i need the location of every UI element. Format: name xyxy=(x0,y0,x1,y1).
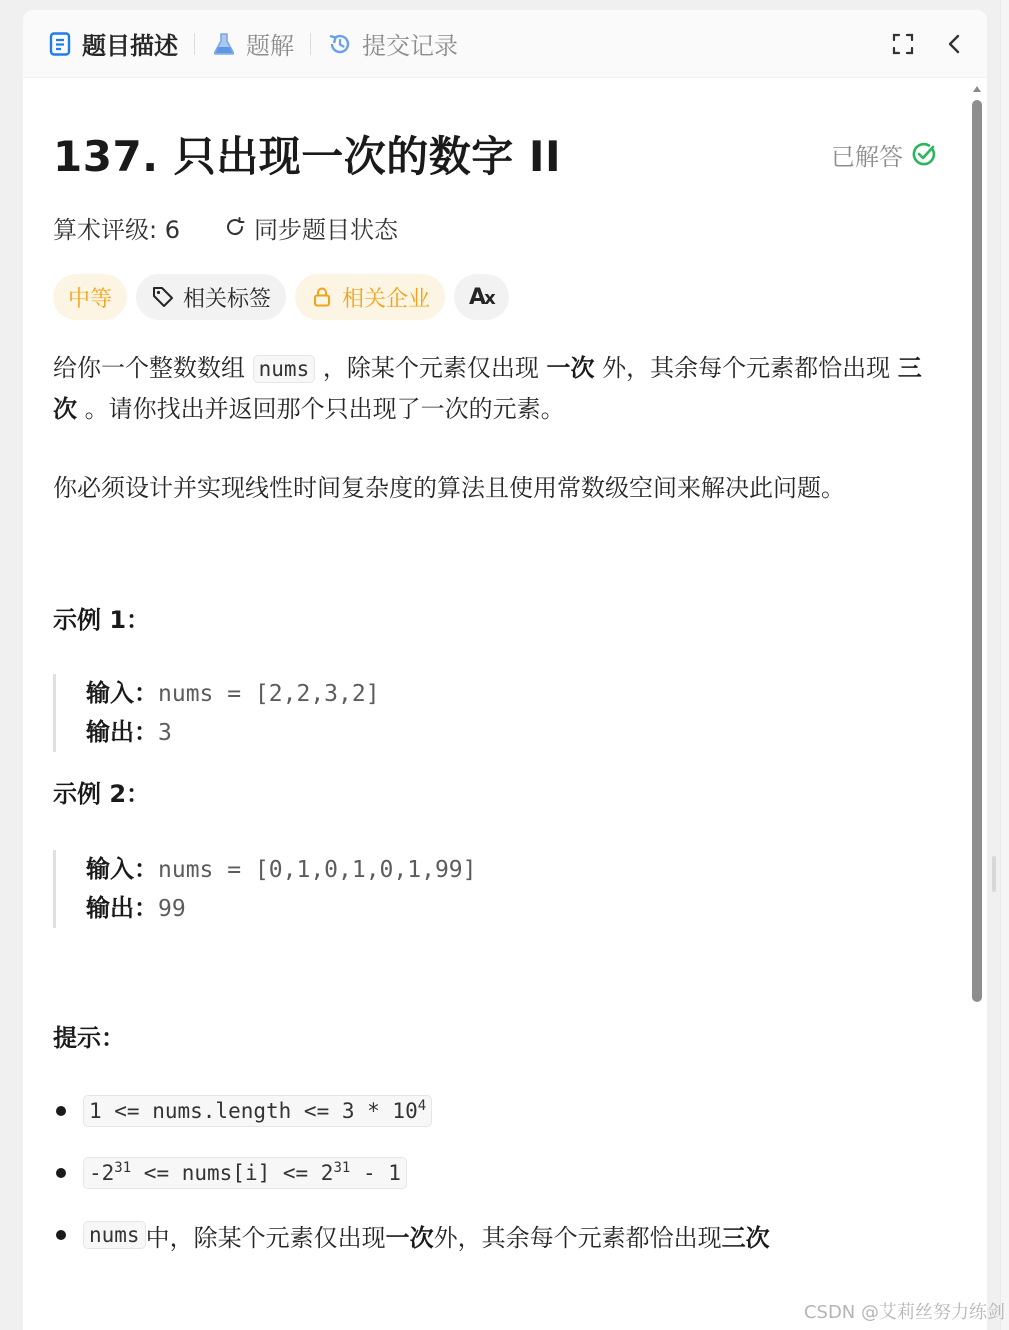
description-paragraph-1 xyxy=(53,348,939,429)
output-label: 输出： xyxy=(86,894,158,922)
problem-panel xyxy=(23,10,987,1330)
example-1-block xyxy=(53,674,380,752)
constraint-item xyxy=(53,1080,939,1142)
vertical-scrollbar[interactable] xyxy=(972,100,982,1002)
tab-bar xyxy=(23,10,987,78)
related-tags-button[interactable] xyxy=(136,274,286,320)
tab-description-label: 题目描述 xyxy=(82,32,178,60)
constraint-bold: 三次 xyxy=(721,1223,770,1252)
input-label: 输入： xyxy=(86,855,158,883)
description-paragraph-2: 你必须设计并实现线性时间复杂度的算法且使用常数级空间来解决此问题。 xyxy=(53,474,845,502)
example-2-block xyxy=(53,850,477,928)
chevron-left-icon[interactable] xyxy=(941,30,969,58)
meta-row xyxy=(53,210,398,245)
constraint-text: - 1 xyxy=(350,1161,401,1185)
related-companies-button[interactable] xyxy=(295,274,445,320)
constraint-text: 1 <= nums.length <= 3 * 10 xyxy=(89,1099,418,1123)
input-value: nums = [0,1,0,1,0,1,99] xyxy=(158,857,477,883)
tab-divider xyxy=(194,33,195,55)
title-row xyxy=(53,124,939,184)
page-title: 137. 只出现一次的数字 II xyxy=(53,132,562,181)
constraint-code xyxy=(83,1095,432,1127)
desc-text: 。请你找出并返回那个只出现了一次的元素。 xyxy=(77,395,565,423)
refresh-icon xyxy=(224,216,248,240)
difficulty-label: 中等 xyxy=(68,286,113,312)
input-label: 输入： xyxy=(86,679,158,707)
check-circle-icon xyxy=(911,141,937,167)
constraint-exponent: 31 xyxy=(333,1160,351,1176)
constraint-exponent: 4 xyxy=(417,1098,427,1114)
constraint-text: <= nums[i] <= 2 xyxy=(131,1161,334,1185)
related-companies-label: 相关企业 xyxy=(342,286,431,312)
sync-status-button[interactable] xyxy=(224,210,398,245)
rating-label: 算术评级: 6 xyxy=(53,216,180,244)
example-1-input-line xyxy=(86,674,380,713)
input-value: nums = [2,2,3,2] xyxy=(158,681,380,707)
tab-solutions[interactable] xyxy=(211,26,294,61)
example-2-title: 示例 2： xyxy=(53,780,151,808)
tab-divider xyxy=(310,33,311,55)
right-panel-edge xyxy=(1000,0,1009,1330)
related-tags-label: 相关标签 xyxy=(183,286,272,312)
example-2-output-line xyxy=(86,889,477,928)
tag-row xyxy=(53,274,509,320)
tab-solutions-label: 题解 xyxy=(246,32,294,60)
output-value: 3 xyxy=(158,720,172,746)
flask-icon xyxy=(211,31,237,57)
watermark: CSDN @艾莉丝努力练剑 xyxy=(803,1302,1005,1323)
difficulty-badge[interactable] xyxy=(53,274,127,320)
tag-icon xyxy=(151,285,175,309)
constraint-text: 外，其余每个元素都恰出现 xyxy=(433,1223,722,1252)
tab-submissions-label: 提交记录 xyxy=(362,32,458,60)
translate-button[interactable] xyxy=(454,274,509,320)
constraints-list xyxy=(53,1080,939,1266)
tabbar-actions xyxy=(889,10,969,78)
constraint-code xyxy=(83,1157,407,1189)
inline-code: nums xyxy=(253,355,316,383)
example-1-output-line xyxy=(86,713,380,752)
desc-text: ，除某个元素仅出现 xyxy=(315,354,547,382)
desc-bold: 三次 xyxy=(53,354,922,423)
constraint-text: -2 xyxy=(89,1161,115,1185)
solved-label: 已解答 xyxy=(831,142,903,171)
history-icon xyxy=(327,31,353,57)
desc-text: 给你一个整数数组 xyxy=(53,354,253,382)
solved-status xyxy=(831,137,937,172)
lock-icon xyxy=(310,285,334,309)
translate-icon: Ax xyxy=(469,284,494,310)
fullscreen-icon[interactable] xyxy=(889,30,917,58)
constraint-text: 中，除某个元素仅出现 xyxy=(145,1223,386,1252)
inline-code: nums xyxy=(83,1221,146,1249)
constraint-exponent: 31 xyxy=(114,1160,132,1176)
scroll-up-arrow[interactable] xyxy=(973,86,981,92)
constraint-item xyxy=(53,1204,939,1266)
example-1-title: 示例 1： xyxy=(53,606,151,634)
tab-description[interactable] xyxy=(47,26,178,61)
example-2-input-line xyxy=(86,850,477,889)
tab-submissions[interactable] xyxy=(327,26,458,61)
constraint-item xyxy=(53,1142,939,1204)
constraint-bold: 一次 xyxy=(385,1223,434,1252)
desc-text: 外，其余每个元素都恰出现 xyxy=(594,354,898,382)
document-icon xyxy=(47,31,73,57)
output-label: 输出： xyxy=(86,718,158,746)
sync-label: 同步题目状态 xyxy=(253,216,398,244)
constraints-title: 提示： xyxy=(53,1024,125,1052)
output-value: 99 xyxy=(158,896,186,922)
resize-handle[interactable] xyxy=(992,856,996,892)
desc-bold: 一次 xyxy=(546,354,595,382)
